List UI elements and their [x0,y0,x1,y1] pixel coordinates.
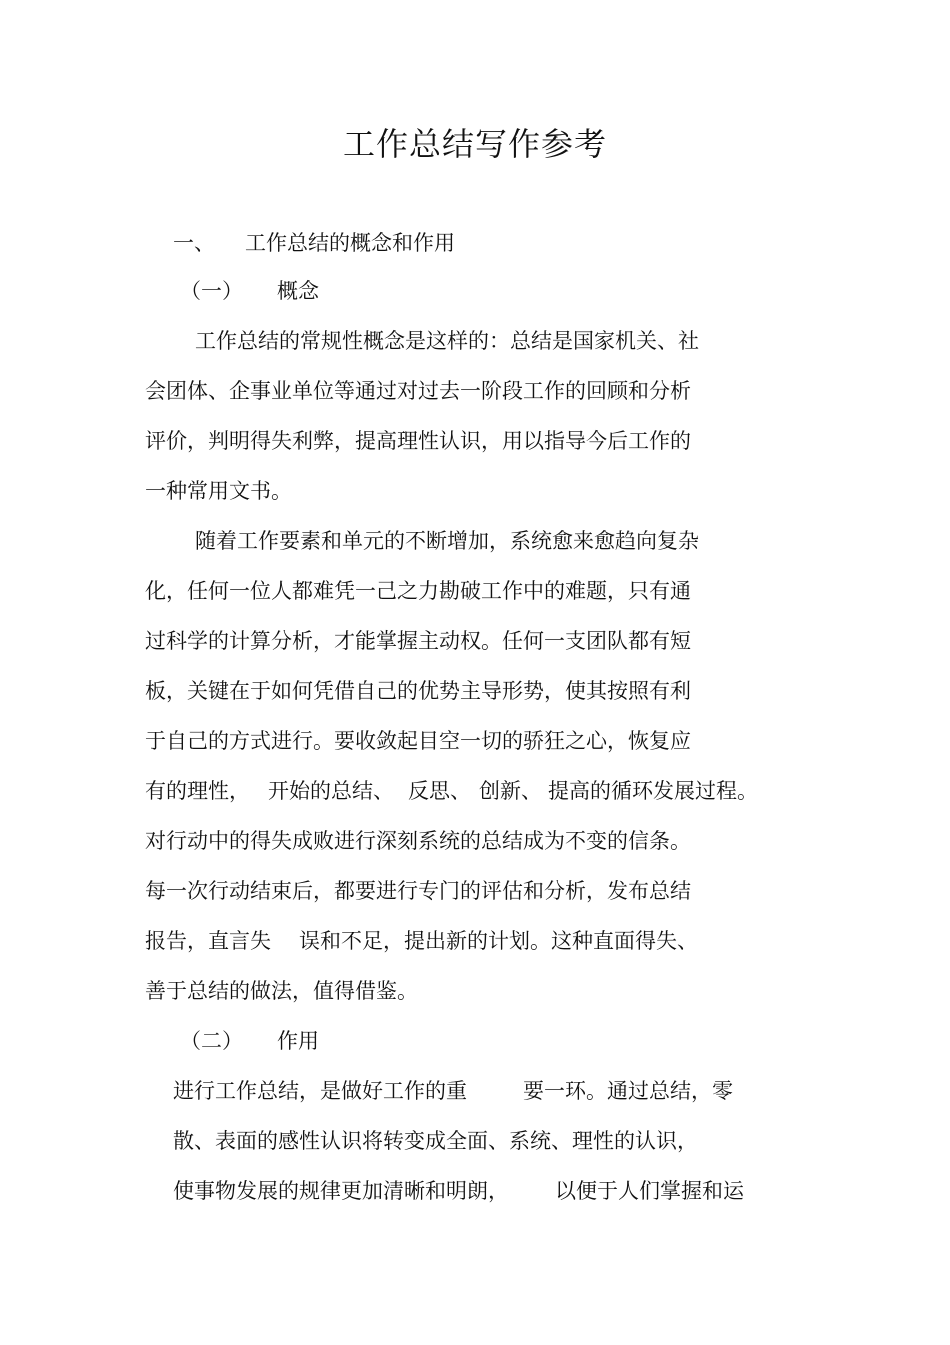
text-segment: 报告，直言失 [145,929,271,953]
subsection-heading-2 [180,1026,319,1056]
text-segment: 误和不足，提出新的计划。这种直面得失、 [299,929,698,953]
paragraph-line: 一种常用文书。 [145,479,292,503]
paragraph-line: 板，关键在于如何凭借自己的优势主导形势，使其按照有利 [145,679,691,703]
text-segment: 进行工作总结，是做好工作的重 [173,1079,467,1103]
subsection-number: （一） [180,279,243,303]
paragraph-line: 对行动中的得失成败进行深刻系统的总结成为不变的信条。 [145,829,691,853]
paragraph-line: 于自己的方式进行。要收敛起目空一切的骄狂之心，恢复应 [145,729,691,753]
text-segment: 以便于人们掌握和运 [555,1179,744,1203]
section-heading-1 [173,228,455,258]
paragraph-line: 工作总结的常规性概念是这样的：总结是国家机关、社 [195,329,699,353]
paragraph-line [145,776,758,806]
paragraph-line [173,1076,733,1106]
paragraph-line [173,1176,744,1206]
text-segment: 使事物发展的规律更加清晰和明朗， [173,1179,509,1203]
document-title: 工作总结写作参考 [342,125,607,163]
text-segment: 要一环。通过总结，零 [523,1079,733,1103]
paragraph-line: 善于总结的做法，值得借鉴。 [145,979,418,1003]
paragraph-line: 散、表面的感性认识将转变成全面、系统、理性的认识， [173,1129,698,1153]
subsection-number: （二） [180,1029,243,1053]
text-segment: 开始的总结、 [268,779,394,803]
subsection-title: 概念 [277,279,319,303]
subsection-title: 作用 [277,1029,319,1053]
text-segment: 创新、 [479,779,542,803]
paragraph-line: 会团体、企事业单位等通过对过去一阶段工作的回顾和分析 [145,379,691,403]
paragraph-line: 评价，判明得失利弊，提高理性认识，用以指导今后工作的 [145,429,691,453]
section-number: 一、 [173,231,215,255]
paragraph-line: 过科学的计算分析，才能掌握主动权。任何一支团队都有短 [145,629,691,653]
text-segment: 反思、 [408,779,471,803]
paragraph-line [145,926,698,956]
subsection-heading-1 [180,276,319,306]
paragraph-line: 每一次行动结束后，都要进行专门的评估和分析，发布总结 [145,879,691,903]
text-segment: 提高的循环发展过程。 [548,779,758,803]
section-title: 工作总结的概念和作用 [245,231,455,255]
paragraph-line: 随着工作要素和单元的不断增加，系统愈来愈趋向复杂 [195,529,699,553]
paragraph-line: 化，任何一位人都难凭一己之力勘破工作中的难题，只有通 [145,579,691,603]
text-segment: 有的理性， [145,779,250,803]
